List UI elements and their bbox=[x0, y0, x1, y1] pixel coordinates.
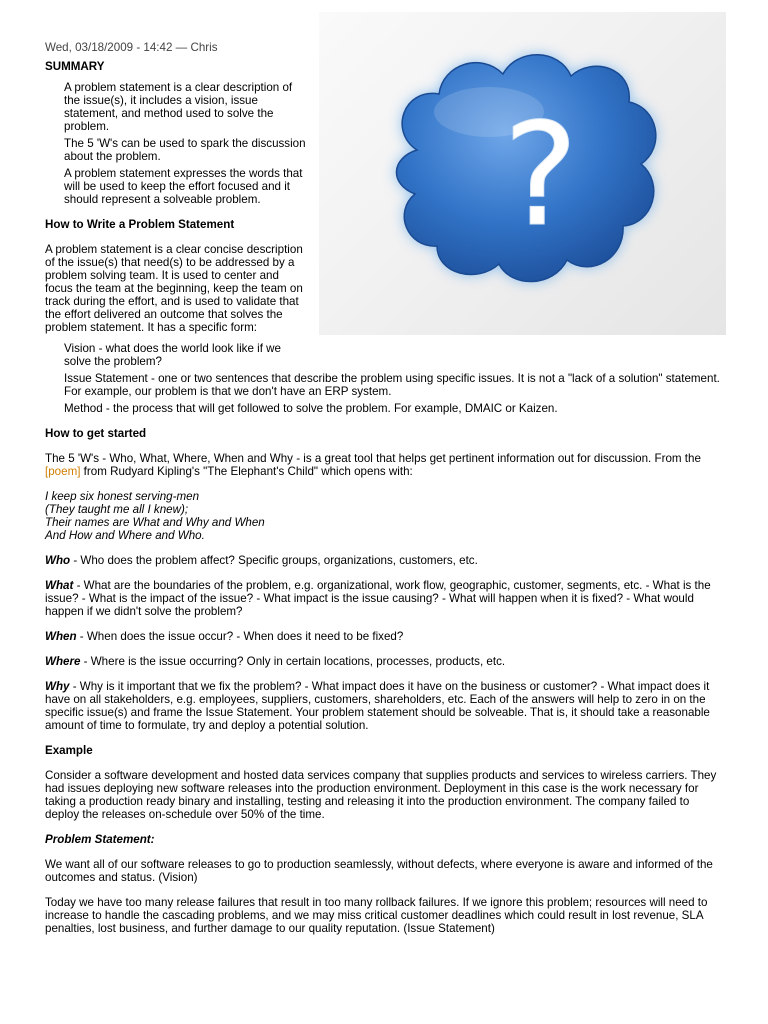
summary-item: A problem statement is a clear description of the issue(s), it includes a vision, issue statement, and method used to solve the problem. bbox=[64, 81, 293, 133]
summary-heading: SUMMARY bbox=[45, 60, 105, 73]
article bbox=[45, 41, 725, 935]
poem-link[interactable]: [poem] bbox=[45, 465, 81, 478]
example-heading: Example bbox=[45, 744, 93, 757]
w-why: Why - Why is it important that we fix the problem? - What impact does it have on the business or customer? - What impact does it have on all stakeholders, e.g. employees, suppliers, customers, shareholders, etc. Each of the answers will help to zero in on the specific issue(s) and frame the Issue Statement. Your problem statement should be solveable. That is, it should take a reasonable amount of time to formulate, try and deploy a potential solution. bbox=[45, 680, 710, 732]
form-item-issue: Issue Statement - one or two sentences that describe the problem using specific issues. It is not a "lack of a solution" statement. For example, our problem is that we don't have an ERP system. bbox=[64, 372, 720, 398]
post-meta: Wed, 03/18/2009 - 14:42 — Chris bbox=[45, 41, 218, 54]
poem-line: Their names are What and Why and When bbox=[45, 516, 265, 529]
started-heading: How to get started bbox=[45, 427, 147, 440]
w-who: Who - Who does the problem affect? Specific groups, organizations, customers, etc. bbox=[45, 554, 478, 567]
summary-list bbox=[64, 81, 307, 206]
w-what: What - What are the boundaries of the problem, e.g. organizational, work flow, geographic, customer, segments, etc. - What is the issue? - What is the impact of the issue? - What impact is the issue causing? - What will happen when it is fixed? - What would happen if we didn't solve the problem? bbox=[45, 579, 711, 618]
poem bbox=[45, 490, 725, 542]
form-list bbox=[64, 342, 725, 415]
w-when: When - When does the issue occur? - When does it need to be fixed? bbox=[45, 630, 404, 643]
poem-line: (They taught me all I knew); bbox=[45, 503, 189, 516]
howto-paragraph: A problem statement is a clear concise description of the issue(s) that need(s) to be addressed by a problem solving team. It is used to center and focus the team at the beginning, keep the team on track during the effort, and is used to validate that the effort delivered an outcome that solves the problem statement. It has a specific form: bbox=[45, 243, 303, 334]
summary-item: A problem statement expresses the words that will be used to keep the effort focused and it should represent a solveable problem. bbox=[64, 167, 303, 206]
w-where: Where - Where is the issue occurring? Only in certain locations, processes, products, etc. bbox=[45, 655, 506, 668]
poem-line: And How and Where and Who. bbox=[45, 529, 205, 542]
question-mark-glyph: ? bbox=[503, 93, 579, 258]
form-item-method: Method - the process that will get followed to solve the problem. For example, DMAIC or Kaizen. bbox=[64, 402, 558, 415]
howto-heading: How to Write a Problem Statement bbox=[45, 218, 235, 231]
cloud-question-icon bbox=[319, 12, 726, 335]
started-paragraph: The 5 'W's - Who, What, Where, When and Why - is a great tool that helps get pertinent information out for discussion. From the [poem] from Rudyard Kipling's "The Elephant's Child" which opens with: bbox=[45, 452, 701, 478]
summary-item: The 5 'W's can be used to spark the discussion about the problem. bbox=[64, 137, 306, 163]
form-item-vision: Vision - what does the world look like if we solve the problem? bbox=[64, 342, 281, 368]
problem-statement-issue: Today we have too many release failures that result in too many rollback failures. If we ignore this problem; resources will need to increase to handle the cascading problems, and we may miss critical customer deadlines which could result in lost revenue, SLA penalties, lost business, and further damage to our quality reputation. (Issue Statement) bbox=[45, 896, 708, 935]
problem-statement-heading: Problem Statement: bbox=[45, 833, 155, 846]
example-paragraph: Consider a software development and hosted data services company that supplies products and services to wireless carriers. They had issues deploying new software releases into the production environment. Deployment in this case is the work necessary for taking a production ready binary and installing, testing and releasing it into the production environment. The company failed to deploy the releases on-schedule over 50% of the time. bbox=[45, 769, 717, 821]
poem-line: I keep six honest serving-men bbox=[45, 490, 200, 503]
problem-statement-vision: We want all of our software releases to go to production seamlessly, without defects, where everyone is aware and informed of the outcomes and status. (Vision) bbox=[45, 858, 713, 884]
question-cloud-image bbox=[319, 12, 726, 335]
